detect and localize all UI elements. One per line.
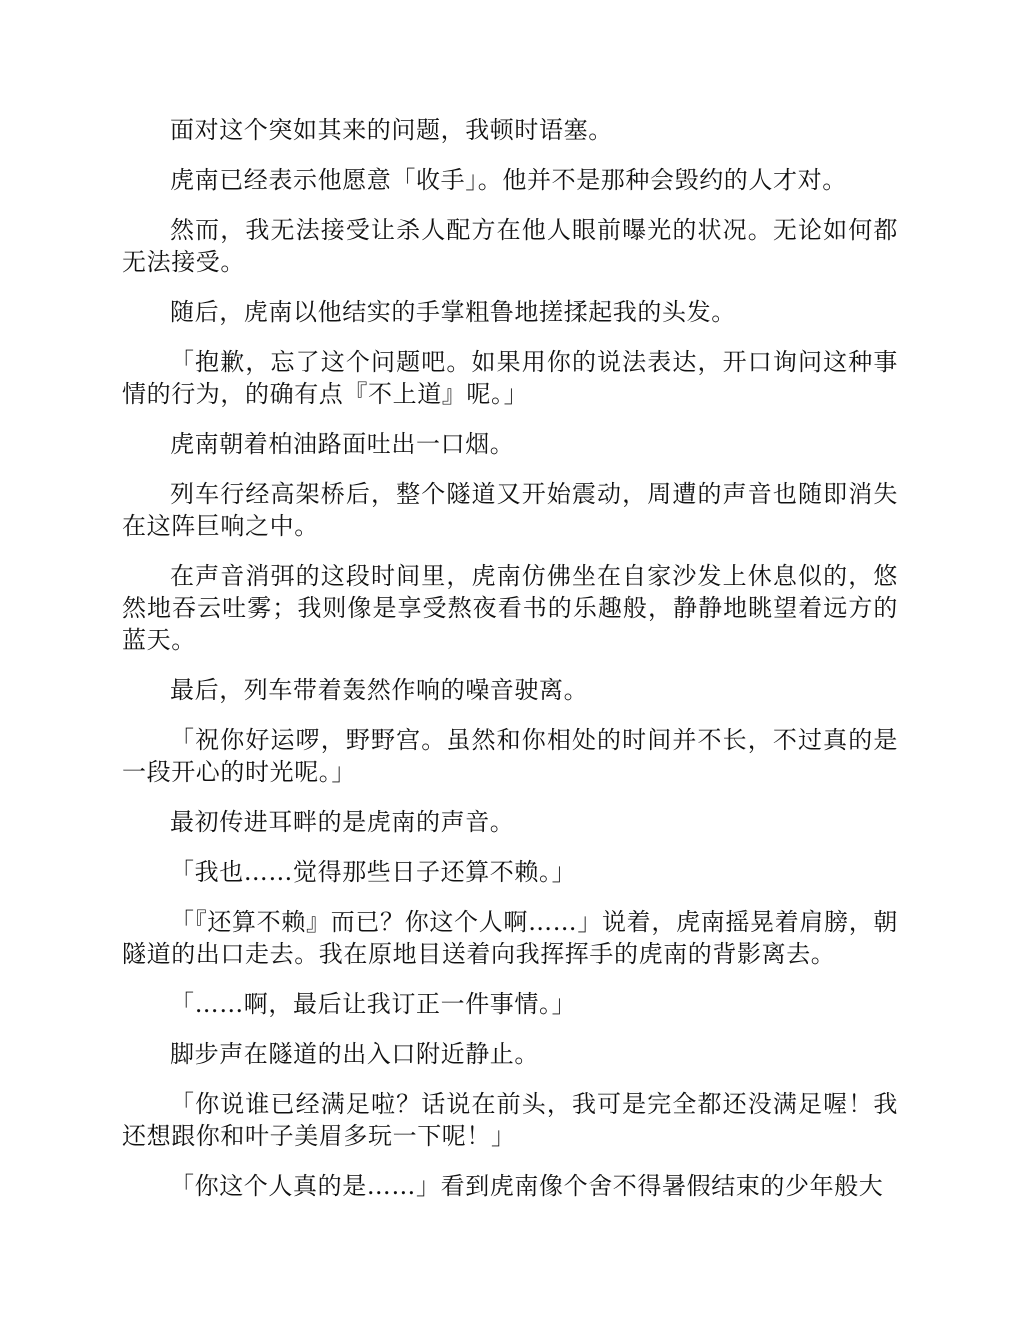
paragraph: 「你这个人真的是……」看到虎南像个舍不得暑假结束的少年般大 <box>170 1172 884 1200</box>
document-page <box>122 114 898 1220</box>
paragraph: 「抱歉，忘了这个问题吧。如果用你的说法表达，开口询问这种事情的行为，的确有点『不上道』呢。」 <box>122 348 898 408</box>
paragraph: 「我也……觉得那些日子还算不赖。」 <box>170 858 577 886</box>
paragraph: 最后，列车带着轰然作响的噪音驶离。 <box>170 676 589 704</box>
paragraph: 面对这个突如其来的问题，我顿时语塞。 <box>170 116 613 144</box>
paragraph: 「……啊，最后让我订正一件事情。」 <box>170 990 577 1018</box>
paragraph: 在声音消弭的这段时间里，虎南仿佛坐在自家沙发上休息似的，悠然地吞云吐雾；我则像是享受熬夜看书的乐趣般，静静地眺望着远方的蓝天。 <box>122 562 898 654</box>
paragraph: 「『还算不赖』而已？你这个人啊……」说着，虎南摇晃着肩膀，朝隧道的出口走去。我在原地目送着向我挥挥手的虎南的背影离去。 <box>122 908 898 968</box>
paragraph: 最初传进耳畔的是虎南的声音。 <box>170 808 515 836</box>
paragraph: 列车行经高架桥后，整个隧道又开始震动，周遭的声音也随即消失在这阵巨响之中。 <box>122 480 898 540</box>
paragraph: 虎南已经表示他愿意「收手」。他并不是那种会毁约的人才对。 <box>170 166 847 194</box>
paragraph: 虎南朝着柏油路面吐出一口烟。 <box>170 430 515 458</box>
paragraph: 然而，我无法接受让杀人配方在他人眼前曝光的状况。无论如何都无法接受。 <box>122 216 898 276</box>
paragraph: 「你说谁已经满足啦？话说在前头，我可是完全都还没满足喔！我还想跟你和叶子美眉多玩一下呢！」 <box>122 1090 898 1150</box>
paragraph: 「祝你好运啰，野野宫。虽然和你相处的时间并不长，不过真的是一段开心的时光呢。」 <box>122 726 898 786</box>
paragraph: 脚步声在隧道的出入口附近静止。 <box>170 1040 539 1068</box>
paragraph: 随后，虎南以他结实的手掌粗鲁地搓揉起我的头发。 <box>170 298 736 326</box>
